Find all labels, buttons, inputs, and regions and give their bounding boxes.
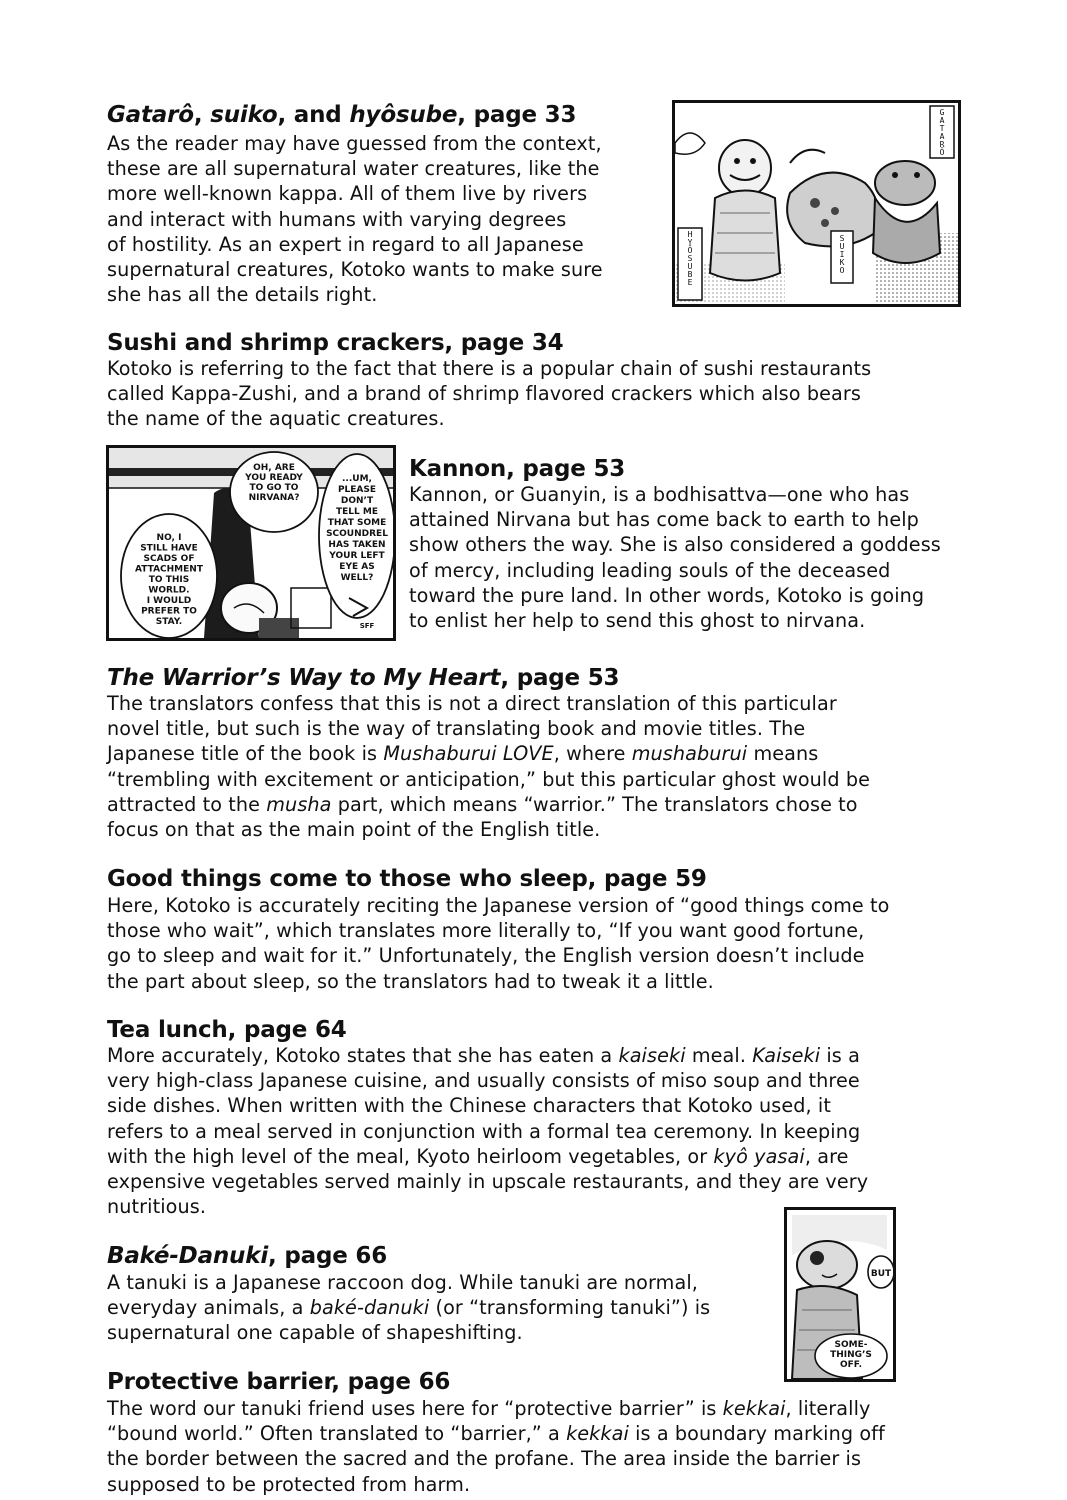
- note-line: [107, 792, 870, 817]
- italic-text: Kaiseki: [752, 1044, 821, 1067]
- note-heading-bake-danuki: [107, 1242, 387, 1270]
- note-line: [107, 1396, 885, 1421]
- bubble-line: THAT SOME: [327, 518, 387, 528]
- note-line: called Kappa-Zushi, and a brand of shrimp flavored crackers which also bears: [107, 382, 861, 406]
- creatures-illustration: [672, 100, 961, 307]
- note-line: refers to a meal served in conjunction with a formal tea ceremony. In keeping: [107, 1119, 861, 1143]
- note-line: [107, 1144, 868, 1169]
- italic-text: kekkai: [566, 1422, 629, 1446]
- note-line: to enlist her help to send this ghost to nirvana.: [409, 609, 866, 633]
- speech-text-but: [871, 1269, 892, 1279]
- note-line: attained Nirvana but has come back to earth to help: [409, 508, 919, 532]
- vertical-label-text: G A T A R Ō: [939, 108, 945, 157]
- text-segment: , where: [553, 742, 632, 766]
- text-segment: is a boundary marking off: [628, 1422, 885, 1446]
- text-segment: part, which means “warrior.” The translators chose to: [331, 792, 858, 816]
- note-body-bake-danuki: [107, 1270, 710, 1346]
- text-segment: ,: [193, 102, 211, 128]
- italic-text: hyôsube: [349, 102, 458, 128]
- bubble-line: HAS TAKEN: [328, 540, 386, 550]
- text-segment: , page 66: [268, 1243, 388, 1269]
- bubble-line: SOME-: [834, 1340, 868, 1350]
- note-body-good-things: [107, 893, 890, 994]
- note-heading-tea-lunch: Tea lunch, page 64: [107, 1017, 347, 1043]
- note-line: novel title, but such is the way of translating book and movie titles. The: [107, 717, 806, 741]
- text-segment: , are: [804, 1144, 849, 1168]
- text-segment: , page 53: [500, 665, 620, 691]
- text-segment: means: [747, 742, 819, 766]
- text-segment: , literally: [785, 1397, 871, 1420]
- bubble-line: NO, I: [156, 533, 182, 543]
- bubble-line: EYE AS: [339, 562, 375, 572]
- creatures-drawing: [675, 103, 958, 304]
- bubble-line: SCADS OF: [143, 554, 195, 564]
- italic-text: Gatarô: [107, 102, 194, 128]
- bubble-line: NIRVANA?: [248, 493, 300, 503]
- bubble-line: TELL ME: [336, 507, 378, 517]
- bubble-line: YOUR LEFT: [329, 551, 385, 561]
- note-heading-sushi: Sushi and shrimp crackers, page 34: [107, 330, 564, 356]
- note-body-sushi: [107, 356, 871, 432]
- note-line: toward the pure land. In other words, Kotoko is going: [409, 583, 925, 607]
- text-segment: with the high level of the meal, Kyoto heirloom vegetables, or: [107, 1144, 714, 1168]
- note-line: of mercy, including leading souls of the deceased: [409, 558, 891, 582]
- text-segment: , page 33: [457, 102, 577, 128]
- bubble-line: THING’S: [830, 1350, 872, 1360]
- note-body-kannon: [409, 482, 941, 633]
- note-line: supernatural creatures, Kotoko wants to make sure: [107, 258, 603, 282]
- note-line: As the reader may have guessed from the context,: [107, 132, 602, 155]
- note-heading-good-things: Good things come to those who sleep, page 59: [107, 866, 707, 892]
- text-segment: meal.: [685, 1044, 753, 1067]
- note-line: Here, Kotoko is accurately reciting the Japanese version of “good things come to: [107, 894, 890, 917]
- kannon-drawing: [109, 448, 393, 638]
- sfx-text: SFF: [359, 622, 375, 630]
- bubble-line: OFF.: [839, 1360, 863, 1370]
- note-line: The translators confess that this is not a direct translation of this particular: [107, 692, 837, 715]
- italic-text: The Warrior’s Way to My Heart: [107, 665, 501, 691]
- italic-text: kyô yasai: [713, 1144, 805, 1168]
- bubble-line: YOU READY: [245, 473, 303, 483]
- italic-text: kaiseki: [618, 1044, 686, 1067]
- note-line: nutritious.: [107, 1195, 207, 1219]
- bubble-line: TO THIS: [148, 575, 190, 585]
- label-hyosube: [688, 230, 693, 287]
- note-line: of hostility. As an expert in regard to all Japanese: [107, 232, 584, 256]
- note-heading-warrior: [107, 664, 619, 692]
- note-line: [107, 1421, 885, 1446]
- italic-text: kekkai: [722, 1397, 786, 1420]
- note-line: show others the way. She is also considered a goddess: [409, 533, 941, 557]
- note-line: supernatural one capable of shapeshifting.: [107, 1321, 523, 1345]
- note-line: those who wait”, which translates more literally to, “If you want good fortune,: [107, 919, 865, 943]
- text-segment: More accurately, Kotoko states that she has eaten a: [107, 1044, 619, 1067]
- italic-text: mushaburui: [631, 742, 748, 766]
- note-line: Kannon, or Guanyin, is a bodhisattva—one who has: [409, 483, 910, 506]
- text-segment: (or “transforming tanuki”) is: [429, 1296, 711, 1320]
- bubble-line: PREFER TO: [141, 606, 197, 617]
- bubble-line: PLEASE: [337, 485, 377, 495]
- note-line: she has all the details right.: [107, 283, 378, 307]
- bubble-line: OH, ARE: [253, 463, 295, 473]
- note-line: supposed to be protected from harm.: [107, 1472, 471, 1496]
- text-segment: attracted to the: [107, 792, 267, 816]
- bubble-line: TO GO TO: [249, 483, 299, 493]
- bubble-line: I WOULD: [146, 596, 192, 606]
- bubble-line: ...UM,: [342, 474, 372, 484]
- italic-text: Baké-Danuki: [107, 1243, 269, 1269]
- note-line: more well-known kappa. All of them live by rivers: [107, 182, 588, 206]
- text-segment: “bound world.” Often translated to “barrier,” a: [107, 1422, 567, 1446]
- note-body-warrior: [107, 691, 870, 842]
- note-line: and interact with humans with varying degrees: [107, 207, 567, 231]
- note-line: side dishes. When written with the Chinese characters that Kotoko used, it: [107, 1094, 831, 1118]
- bubble-line: STILL HAVE: [140, 543, 198, 554]
- italic-text: musha: [266, 792, 332, 816]
- note-line: these are all supernatural water creatures, like the: [107, 157, 600, 181]
- vertical-label-text: H Y Ō S U B E: [687, 230, 693, 287]
- italic-text: suiko: [210, 102, 278, 128]
- note-line: Kotoko is referring to the fact that there is a popular chain of sushi restaurants: [107, 357, 872, 380]
- note-line: [107, 741, 870, 766]
- note-heading-kannon: Kannon, page 53: [409, 456, 626, 482]
- italic-text: baké-danuki: [309, 1296, 430, 1320]
- note-line: the part about sleep, so the translators had to tweak it a little.: [107, 969, 714, 993]
- speech-text-1: [244, 463, 303, 503]
- bubble-line: WELL?: [340, 573, 374, 583]
- note-line: A tanuki is a Japanese raccoon dog. While tanuki are normal,: [107, 1271, 698, 1294]
- note-line: the border between the sacred and the profane. The area inside the barrier is: [107, 1447, 862, 1471]
- text-segment: Japanese title of the book is: [107, 742, 384, 766]
- bubble-line: SCOUNDREL: [326, 529, 388, 539]
- bubble-line: ATTACHMENT: [135, 564, 203, 575]
- bubble-line: DON’T: [340, 496, 374, 506]
- label-gataro: [940, 108, 945, 157]
- note-heading-barrier: Protective barrier, page 66: [107, 1369, 451, 1395]
- bubble-line: BUT: [870, 1269, 892, 1279]
- note-line: [107, 1043, 868, 1068]
- tanuki-illustration: [784, 1207, 896, 1382]
- text-segment: , and: [277, 102, 350, 128]
- note-body-tea-lunch: [107, 1043, 868, 1219]
- note-heading-gataro: [107, 101, 576, 129]
- note-line: the name of the aquatic creatures.: [107, 407, 445, 431]
- note-line: expensive vegetables served mainly in upscale restaurants, and they are very: [107, 1170, 869, 1194]
- note-line: [107, 1295, 710, 1320]
- text-segment: The word our tanuki friend uses here for “protective barrier” is: [107, 1397, 723, 1420]
- note-line: very high-class Japanese cuisine, and usually consists of miso soup and three: [107, 1069, 860, 1093]
- note-body-barrier: [107, 1396, 885, 1497]
- kannon-illustration: [106, 445, 396, 641]
- bubble-line: STAY.: [155, 617, 183, 627]
- bubble-line: WORLD.: [148, 585, 190, 596]
- vertical-label-text: S U I K O: [839, 234, 845, 275]
- tanuki-drawing: [787, 1210, 893, 1379]
- note-line: focus on that as the main point of the English title.: [107, 818, 601, 842]
- text-segment: everyday animals, a: [107, 1296, 310, 1320]
- note-line: “trembling with excitement or anticipation,” but this particular ghost would be: [107, 767, 871, 791]
- text-segment: is a: [820, 1044, 860, 1067]
- label-suiko: [840, 234, 845, 275]
- note-line: go to sleep and wait for it.” Unfortunately, the English version doesn’t include: [107, 944, 865, 968]
- note-body-gataro: [107, 131, 603, 307]
- italic-text: Mushaburui LOVE: [383, 742, 554, 766]
